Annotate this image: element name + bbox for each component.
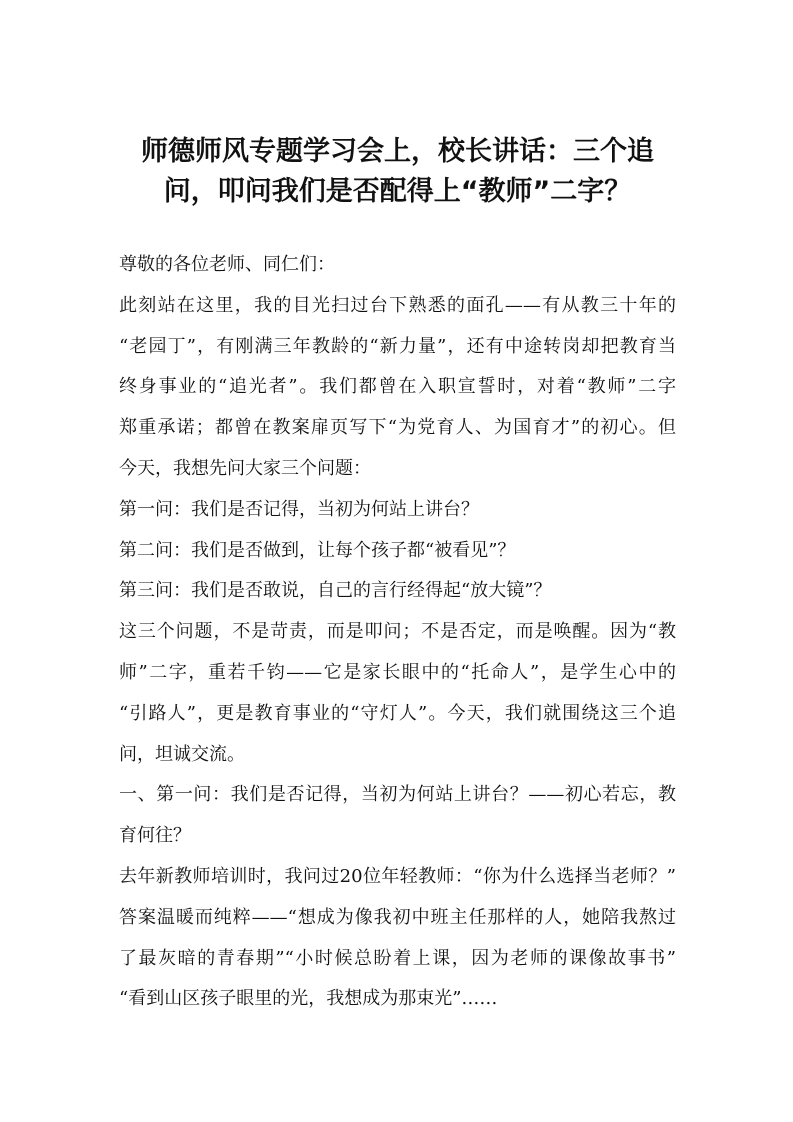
title-line: 问，叩问我们是否配得上“教师”二字？: [163, 176, 632, 207]
paragraph-line: 师”二字，重若千钧——它是家长眼中的“托命人”，是学生心中的: [119, 661, 676, 683]
paragraph-line: 问，坦诚交流。: [119, 743, 245, 765]
paragraph-line: 郑重承诺；都曾在教案扉页写下“为党育人、为国育才”的初心。但: [119, 417, 676, 439]
title-line: 师德师风专题学习会上，校长讲话：三个追: [141, 136, 654, 167]
document-title: [110, 132, 685, 212]
paragraph-line: 终身事业的“追光者”。我们都曾在入职宣誓时，对着“教师”二字: [119, 376, 676, 398]
paragraph: [119, 531, 676, 572]
paragraph: [119, 775, 676, 857]
paragraph-line: 此刻站在这里，我的目光扫过台下熟悉的面孔——有从教三十年的: [119, 294, 676, 316]
paragraph-line: “看到山区孩子眼里的光，我想成为那束光”……: [119, 988, 498, 1010]
paragraph-line: “老园丁”，有刚满三年教龄的“新力量”，还有中途转岗却把教育当: [119, 335, 676, 357]
paragraph-line: 第三问：我们是否敢说，自己的言行经得起“放大镜”？: [119, 580, 552, 602]
paragraph-line: 第二问：我们是否做到，让每个孩子都“被看见”？: [119, 539, 516, 561]
paragraph: [119, 571, 676, 612]
paragraph: [119, 245, 676, 286]
paragraph: [119, 490, 676, 531]
paragraph-line: 这三个问题，不是苛责，而是叩问；不是否定，而是唤醒。因为“教: [119, 621, 676, 643]
paragraph-line: 尊敬的各位老师、同仁们：: [119, 254, 335, 275]
paragraph-line: 今天，我想先问大家三个问题：: [119, 457, 371, 479]
document-body: [119, 245, 676, 1020]
paragraph: [119, 857, 676, 1020]
paragraph-line: 去年新教师培训时，我问过20位年轻教师：“你为什么选择当老师？”: [119, 865, 676, 887]
paragraph-line: 育何往？: [119, 825, 191, 847]
paragraph-line: 第一问：我们是否记得，当初为何站上讲台？: [119, 498, 479, 520]
paragraph: [119, 612, 676, 775]
paragraph-line: 答案温暖而纯粹——“想成为像我初中班主任那样的人，她陪我熬过: [119, 906, 676, 928]
paragraph-line: 一、第一问：我们是否记得，当初为何站上讲台？——初心若忘，教: [119, 784, 676, 806]
paragraph: [119, 286, 676, 490]
paragraph-line: “引路人”，更是教育事业的“守灯人”。今天，我们就围绕这三个追: [119, 702, 676, 724]
paragraph-line: 了最灰暗的青春期”“小时候总盼着上课，因为老师的课像故事书”: [119, 947, 676, 969]
